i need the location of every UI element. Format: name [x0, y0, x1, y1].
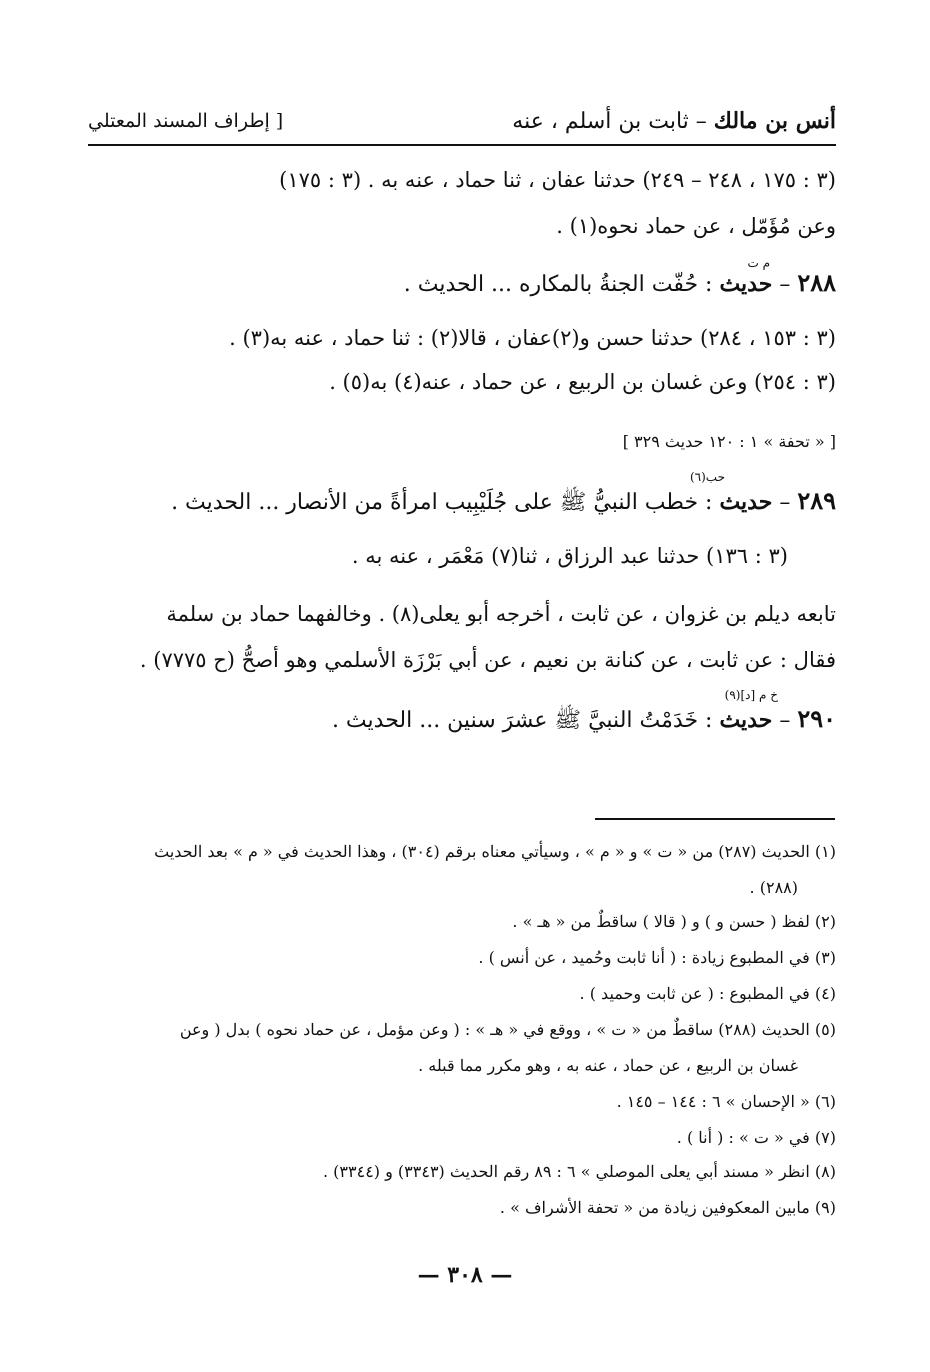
header-title-rest: – ثابت بن أسلم ، عنه	[512, 109, 714, 134]
header-title	[512, 108, 836, 134]
running-header	[88, 104, 836, 146]
footnote-1: (١) الحديث (٢٨٧) من « ت » و « م » ، وسيأتي معناه برقم (٣٠٤) ، وهذا الحديث في « م » بعد الحديث	[154, 842, 836, 861]
footnote-8: (٨) انظر « مسند أبي يعلى الموصلي » ٦ : ٨٩ رقم الحديث (٣٣٤٣) و (٣٣٤٤) .	[322, 1162, 836, 1181]
hadith-290-number: ٢٩٠	[797, 704, 836, 733]
text-line-1: (٣ : ١٧٥ ، ٢٤٨ – ٢٤٩) حدثنا عفان ، ثنا حماد ، عنه به . (٣ : ١٧٥)	[279, 168, 836, 192]
footnote-2: (٢) لفظ ( حسن و ) و ( قالا ) ساقطٌ من « هـ » .	[512, 912, 836, 931]
tuhfa-reference: [ « تحفة » ١ : ١٢٠ حديث ٣٢٩ ]	[622, 432, 836, 451]
footnote-separator	[595, 818, 835, 820]
footnote-6: (٦) « الإحسان » ٦ : ١٤٤ – ١٤٥ .	[616, 1092, 836, 1111]
hadith-289-heading: ٢٨٩ – حديث : خطب النبيُّ ﷺ على جُلَيْبِيب امرأةً من الأنصار ... الحديث .	[171, 486, 836, 515]
text-line-4: (٣ : ٢٥٤) وعن غسان بن الربيع ، عن حماد ، عنه(٤) به(٥) .	[329, 370, 836, 394]
header-title-bold: أنس بن مالك	[713, 108, 836, 134]
hadith-288-number: ٢٨٨	[797, 268, 836, 297]
text-line-3: (٣ : ١٥٣ ، ٢٨٤) حدثنا حسن و(٢)عفان ، قالا(٢) : ثنا حماد ، عنه به(٣) .	[229, 326, 836, 350]
hadith-288-heading: ٢٨٨ – حديث : حُفّت الجنةُ بالمكاره ... الحديث .	[403, 268, 836, 297]
footnote-3: (٣) في المطبوع زيادة : ( أنا ثابت وحُميد ، عن أنس ) .	[478, 948, 836, 967]
text-line-7: فقال : عن ثابت ، عن كنانة بن نعيم ، عن أبي بَرْزَة الأسلمي وهو أصحُّ (ح ٧٧٧٥) .	[139, 648, 836, 672]
hadith-290-text: : خَدَمْتُ النبيَّ ﷺ عشرَ سنين ... الحديث .	[331, 708, 720, 733]
hadith-289-source-mark: حب(٦)	[689, 470, 725, 484]
hadith-288-keyword: حديث	[719, 271, 773, 297]
footnote-5-continued: غسان بن الربيع ، عن حماد ، عنه به ، وهو مكرر مما قبله .	[418, 1056, 798, 1075]
hadith-290-source-mark: خ م [د](٩)	[724, 688, 778, 702]
hadith-288-text: : حُفّت الجنةُ بالمكاره ... الحديث .	[403, 272, 720, 297]
page-number: — ٣٠٨ —	[417, 1262, 513, 1288]
hadith-290-heading: ٢٩٠ – حديث : خَدَمْتُ النبيَّ ﷺ عشرَ سنين ... الحديث .	[331, 704, 836, 733]
text-line-2: وعن مُؤَمّل ، عن حماد نحوه(١) .	[556, 214, 836, 238]
footnote-5: (٥) الحديث (٢٨٨) ساقطٌ من « ت » ، ووقع في « هـ » : ( وعن مؤمل ، عن حماد نحوه ) بدل ( وعن	[179, 1020, 836, 1039]
footnote-4: (٤) في المطبوع : ( عن ثابت وحميد ) .	[579, 984, 836, 1003]
header-book-title: [ إطراف المسند المعتلي	[88, 110, 284, 132]
footnote-1-continued: (٢٨٨) .	[749, 878, 798, 897]
text-line-6: تابعه ديلم بن غزوان ، عن ثابت ، أخرجه أبو يعلى(٨) . وخالفهما حماد بن سلمة	[166, 602, 836, 626]
hadith-289-keyword: حديث	[719, 489, 773, 515]
hadith-289-text: : خطب النبيُّ ﷺ على جُلَيْبِيب امرأةً من الأنصار ... الحديث .	[171, 490, 720, 515]
hadith-288-source-mark: م ت	[747, 256, 770, 270]
hadith-289-number: ٢٨٩	[797, 486, 836, 515]
hadith-290-keyword: حديث	[719, 707, 773, 733]
text-line-5: (٣ : ١٣٦) حدثنا عبد الرزاق ، ثنا(٧) مَعْمَر ، عنه به .	[351, 544, 788, 568]
footnote-7: (٧) في « ت » : ( أنا ) .	[676, 1128, 836, 1147]
footnote-9: (٩) مابين المعكوفين زيادة من « تحفة الأشراف » .	[499, 1198, 836, 1217]
